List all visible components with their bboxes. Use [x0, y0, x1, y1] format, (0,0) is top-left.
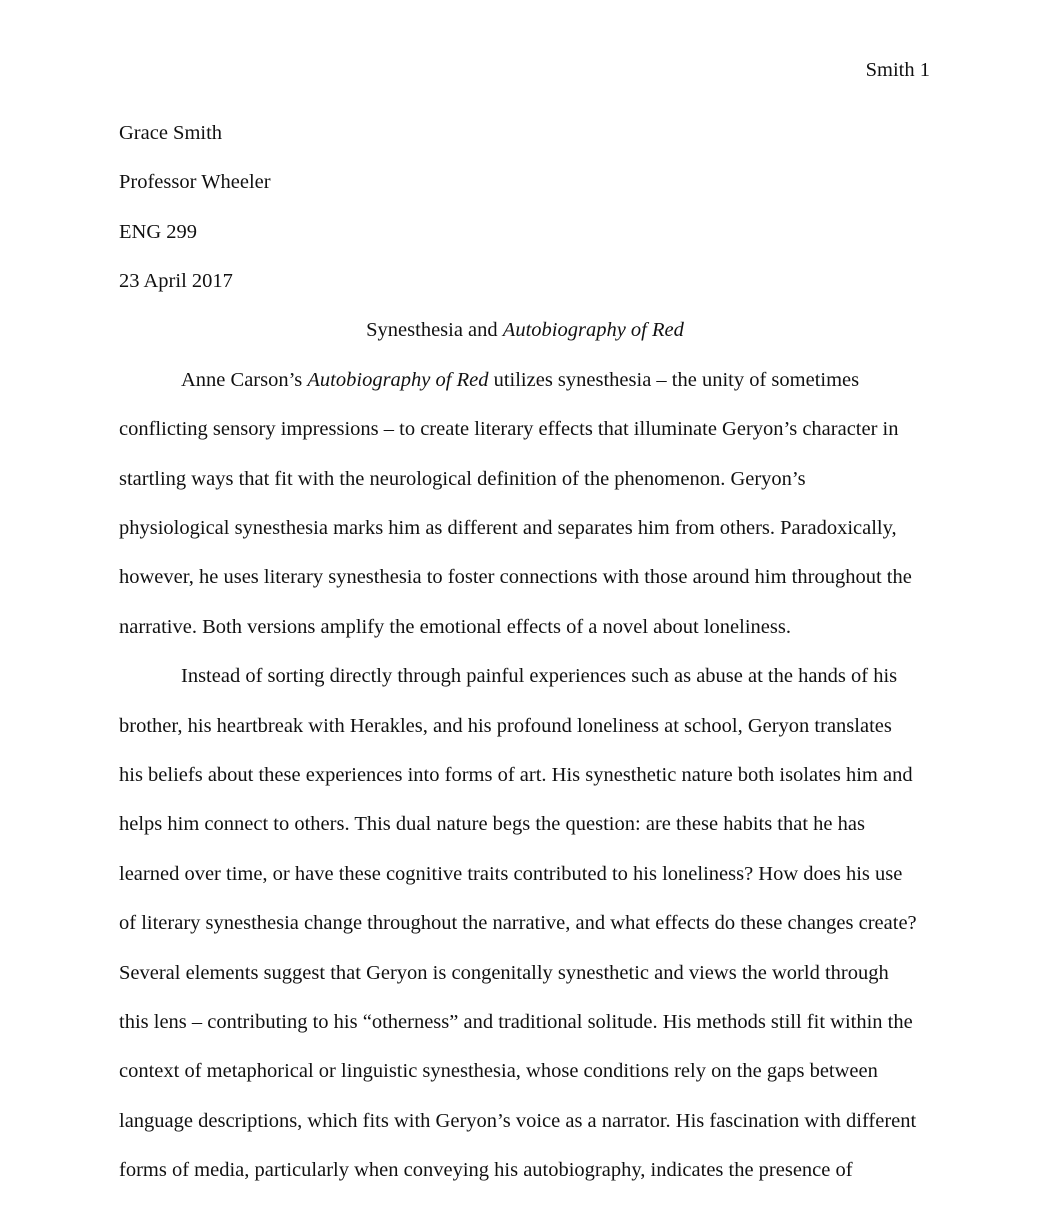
paragraph-1-line-1	[181, 368, 859, 392]
essay-date: 23 April 2017	[119, 270, 233, 292]
instructor-name: Professor Wheeler	[119, 171, 271, 193]
paragraph-2-line: forms of media, particularly when conveying his autobiography, indicates the presence of	[119, 1159, 853, 1181]
text-run: utilizes synesthesia – the unity of sometimes	[488, 369, 860, 391]
paragraph-1-line: conflicting sensory impressions – to create literary effects that illuminate Geryon’s character in	[119, 418, 899, 440]
author-name: Grace Smith	[119, 122, 223, 144]
paragraph-1-line: physiological synesthesia marks him as different and separates him from others. Paradoxically,	[119, 517, 897, 539]
paragraph-1-line: however, he uses literary synesthesia to foster connections with those around him throughout the	[119, 566, 912, 588]
course-code: ENG 299	[119, 221, 198, 243]
paragraph-2-line: Several elements suggest that Geryon is congenitally synesthetic and views the world through	[119, 962, 889, 984]
essay-title-plain: Synesthesia and	[366, 319, 503, 341]
paragraph-2-line: this lens – contributing to his “otherness” and traditional solitude. His methods still fit within the	[119, 1011, 913, 1033]
paragraph-1-line: narrative. Both versions amplify the emotional effects of a novel about loneliness.	[119, 616, 791, 638]
essay-title	[0, 318, 1050, 342]
paragraph-2-line: brother, his heartbreak with Herakles, and his profound loneliness at school, Geryon translates	[119, 715, 892, 737]
paragraph-2-line: learned over time, or have these cognitive traits contributed to his loneliness? How does his use	[119, 863, 903, 885]
page-number-header: Smith 1	[865, 59, 930, 81]
paragraph-2-line: helps him connect to others. This dual nature begs the question: are these habits that he has	[119, 813, 865, 835]
paragraph-2-line: of literary synesthesia change throughout the narrative, and what effects do these changes create?	[119, 912, 917, 934]
essay-title-italic: Autobiography of Red	[502, 319, 684, 341]
paragraph-1-line: startling ways that fit with the neurological definition of the phenomenon. Geryon’s	[119, 468, 806, 490]
book-title-italic: Autobiography of Red	[307, 369, 489, 391]
paragraph-2-line: context of metaphorical or linguistic synesthesia, whose conditions rely on the gaps between	[119, 1060, 878, 1082]
paragraph-2-line-1: Instead of sorting directly through painful experiences such as abuse at the hands of his	[181, 665, 898, 687]
paragraph-2-line: language descriptions, which fits with Geryon’s voice as a narrator. His fascination with different	[119, 1110, 917, 1132]
paragraph-2-line: his beliefs about these experiences into forms of art. His synesthetic nature both isolates him and	[119, 764, 913, 786]
text-run: Anne Carson’s	[181, 369, 308, 391]
